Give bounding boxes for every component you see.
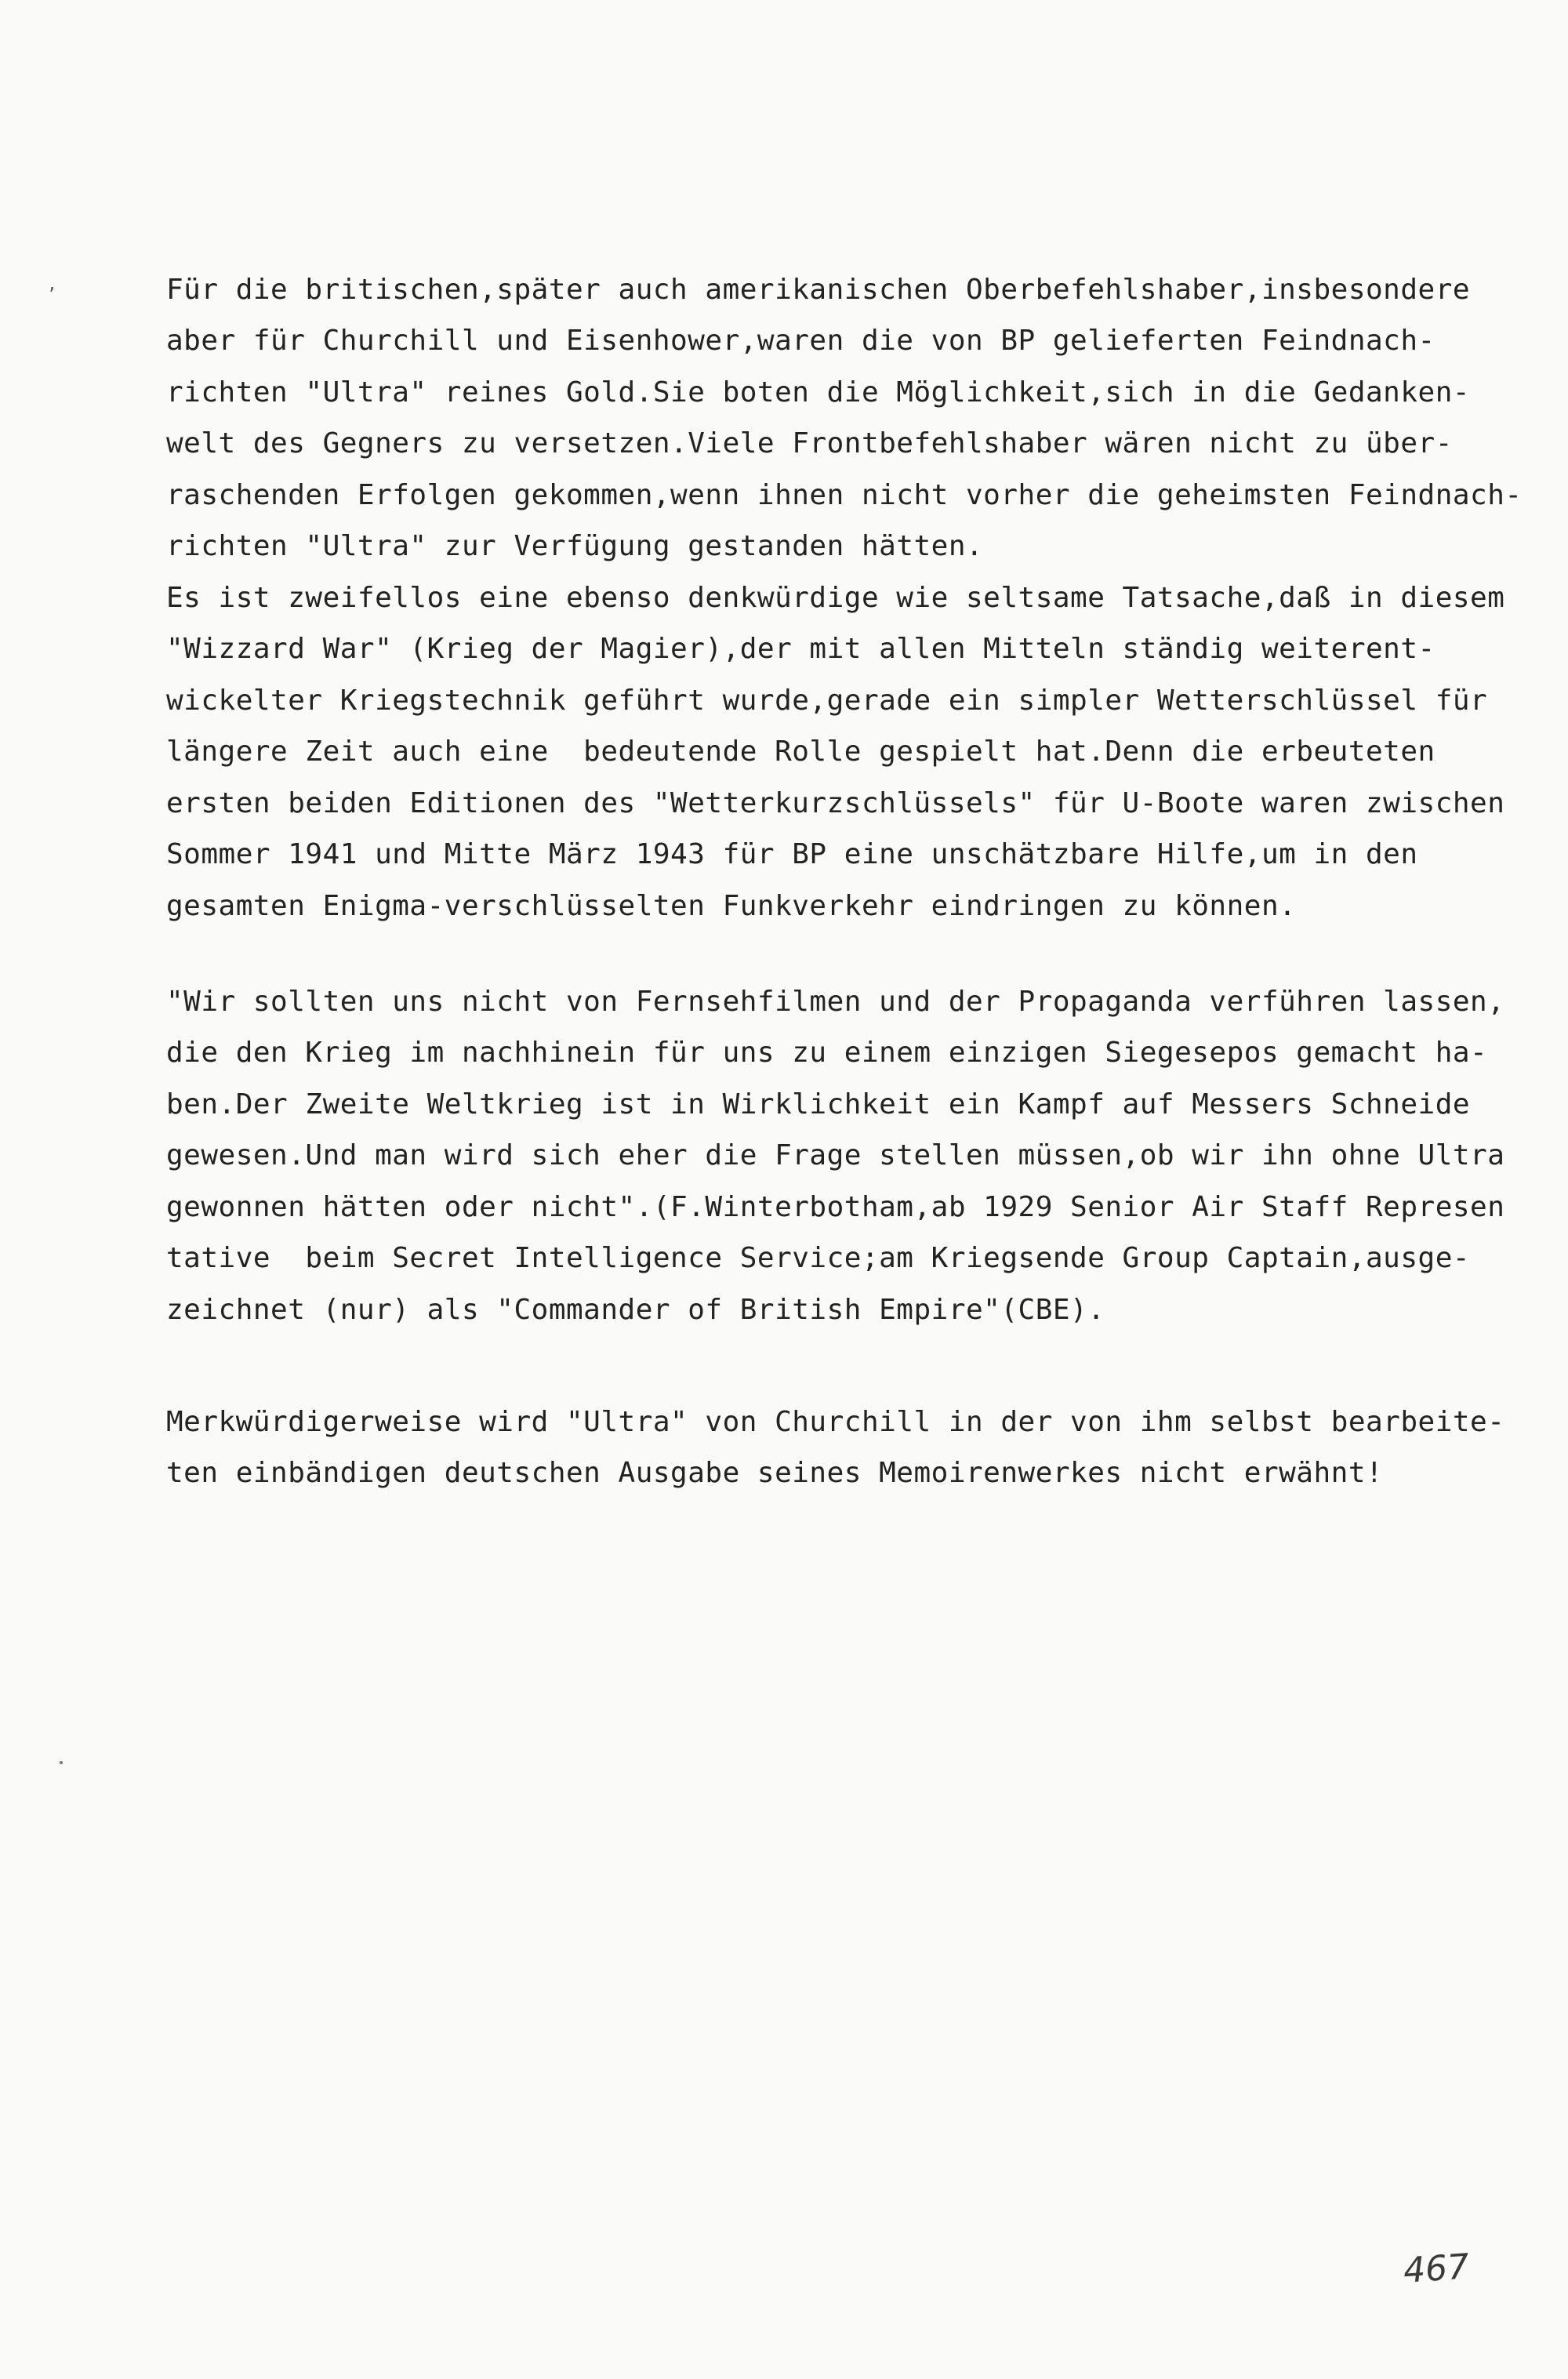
text-line: wickelter Kriegstechnik geführt wurde,gerade ein simpler Wetterschlüssel für — [166, 685, 1488, 717]
text-line: zeichnet (nur) als "Commander of British Empire"(CBE). — [166, 1294, 1105, 1326]
text-line: aber für Churchill und Eisenhower,waren die von BP gelieferten Feindnach- — [166, 325, 1436, 357]
text-line: gewonnen hätten oder nicht".(F.Winterbotham,ab 1929 Senior Air Staff Represen — [166, 1191, 1505, 1223]
text-line: richten "Ultra" reines Gold.Sie boten die Möglichkeit,sich in die Gedanken- — [166, 376, 1471, 409]
text-line: raschenden Erfolgen gekommen,wenn ihnen nicht vorher die geheimsten Feindnach- — [166, 479, 1523, 511]
text-line: längere Zeit auch eine bedeutende Rolle gespielt hat.Denn die erbeuteten — [166, 735, 1436, 768]
text-line: welt des Gegners zu versetzen.Viele Frontbefehlshaber wären nicht zu über- — [166, 427, 1453, 459]
page-number: 467 — [1402, 2246, 1471, 2291]
text-line: gesamten Enigma-verschlüsselten Funkverkehr eindringen zu können. — [166, 890, 1297, 922]
text-line: ten einbändigen deutschen Ausgabe seines Memoirenwerkes nicht erwähnt! — [166, 1457, 1384, 1489]
text-line: ben.Der Zweite Weltkrieg ist in Wirklichkeit ein Kampf auf Messers Schneide — [166, 1088, 1471, 1120]
scan-speck — [60, 1761, 63, 1764]
text-line: die den Krieg im nachhinein für uns zu einem einzigen Siegesepos gemacht ha- — [166, 1037, 1488, 1069]
text-line: ersten beiden Editionen des "Wetterkurzschlüssels" für U-Boote waren zwischen — [166, 787, 1505, 819]
text-line: Sommer 1941 und Mitte März 1943 für BP eine unschätzbare Hilfe,um in den — [166, 838, 1418, 870]
text-line: richten "Ultra" zur Verfügung gestanden hätten. — [166, 530, 984, 562]
margin-mark: ’ — [49, 284, 56, 307]
text-line: tative beim Secret Intelligence Service;am Kriegsende Group Captain,ausge- — [166, 1242, 1471, 1274]
text-line: Es ist zweifellos eine ebenso denkwürdige wie seltsame Tatsache,daß in diesem — [166, 582, 1505, 614]
text-line: Merkwürdigerweise wird "Ultra" von Churchill in der von ihm selbst bearbeite- — [166, 1406, 1505, 1438]
text-line: "Wir sollten uns nicht von Fernsehfilmen und der Propaganda verführen lassen, — [166, 986, 1505, 1018]
text-line: "Wizzard War" (Krieg der Magier),der mit allen Mitteln ständig weiterent- — [166, 633, 1436, 665]
text-line: gewesen.Und man wird sich eher die Frage stellen müssen,ob wir ihn ohne Ultra — [166, 1139, 1505, 1171]
text-line: Für die britischen,später auch amerikanischen Oberbefehlshaber,insbesondere — [166, 274, 1471, 306]
